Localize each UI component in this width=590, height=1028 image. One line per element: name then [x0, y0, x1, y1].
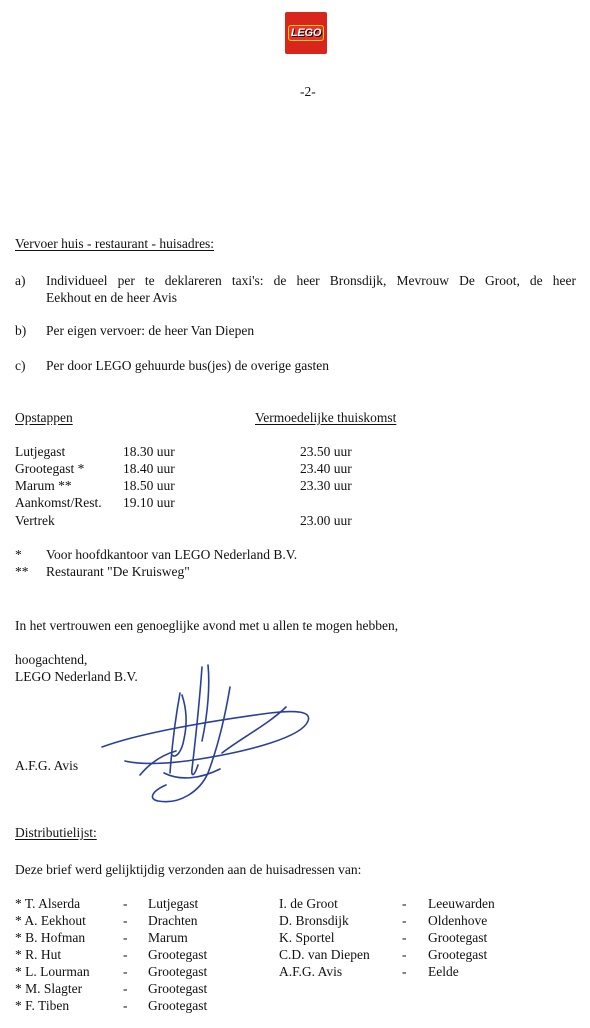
distribution-name: D. Bronsdijk — [279, 913, 349, 928]
distribution-place: Leeuwarden — [428, 896, 495, 911]
item-a-line2: Eekhout en de heer Avis — [46, 290, 177, 305]
schedule-return: 23.30 uur — [300, 478, 352, 493]
distribution-name: * A. Eekhout — [15, 913, 86, 928]
item-a-marker: a) — [15, 273, 26, 288]
footnote-mark: ** — [15, 564, 29, 579]
distribution-dash: - — [402, 930, 407, 945]
handwritten-signature — [80, 655, 340, 815]
schedule-place: Lutjegast — [15, 444, 66, 459]
distribution-place: Grootegast — [148, 981, 208, 996]
page-number: -2- — [300, 84, 316, 99]
distribution-place: Grootegast — [428, 930, 488, 945]
distribution-place: Drachten — [148, 913, 198, 928]
distribution-dash: - — [402, 913, 407, 928]
footnote-mark: * — [15, 547, 22, 562]
distribution-dash: - — [402, 896, 407, 911]
distribution-name: C.D. van Diepen — [279, 947, 370, 962]
schedule-return: 23.50 uur — [300, 444, 352, 459]
schedule-depart: 18.30 uur — [123, 444, 175, 459]
distribution-heading: Distributielijst: — [15, 825, 97, 840]
distribution-name: I. de Groot — [279, 896, 338, 911]
schedule-header-boarding: Opstappen — [15, 410, 73, 425]
distribution-dash: - — [402, 947, 407, 962]
distribution-place: Marum — [148, 930, 188, 945]
distribution-name: * F. Tiben — [15, 998, 70, 1013]
distribution-name: * L. Lourman — [15, 964, 90, 979]
distribution-name: * T. Alserda — [15, 896, 81, 911]
distribution-name: * R. Hut — [15, 947, 62, 962]
item-a-line1: Individueel per te deklareren taxi's: de heer Bronsdijk, Mevrouw De Groot, de heer — [46, 273, 576, 288]
closing-sentence: In het vertrouwen een genoeglijke avond met u allen te mogen hebben, — [15, 618, 399, 633]
schedule-depart: 18.50 uur — [123, 478, 175, 493]
closing-company: LEGO Nederland B.V. — [15, 669, 138, 684]
distribution-name: K. Sportel — [279, 930, 335, 945]
item-b-text: Per eigen vervoer: de heer Van Diepen — [46, 323, 255, 338]
distribution-place: Grootegast — [148, 964, 208, 979]
item-c-text: Per door LEGO gehuurde bus(jes) de overige gasten — [46, 358, 330, 373]
distribution-dash: - — [402, 964, 407, 979]
footnote-text: Voor hoofdkantoor van LEGO Nederland B.V. — [46, 547, 298, 562]
schedule-header-return: Vermoedelijke thuiskomst — [255, 410, 397, 425]
distribution-dash: - — [123, 981, 128, 996]
schedule-return: 23.40 uur — [300, 461, 352, 476]
distribution-name: * B. Hofman — [15, 930, 86, 945]
schedule-return: 23.00 uur — [300, 513, 352, 528]
distribution-place: Grootegast — [428, 947, 488, 962]
distribution-intro: Deze brief werd gelijktijdig verzonden aan de huisadressen van: — [15, 862, 362, 877]
item-b-marker: b) — [15, 323, 27, 338]
distribution-dash: - — [123, 964, 128, 979]
schedule-place: Vertrek — [15, 513, 55, 528]
distribution-name: A.F.G. Avis — [279, 964, 343, 979]
distribution-dash: - — [123, 913, 128, 928]
schedule-place: Grootegast * — [15, 461, 85, 476]
schedule-place: Marum ** — [15, 478, 72, 493]
closing-greeting: hoogachtend, — [15, 652, 88, 667]
distribution-place: Eelde — [428, 964, 459, 979]
distribution-dash: - — [123, 998, 128, 1013]
distribution-dash: - — [123, 896, 128, 911]
distribution-dash: - — [123, 930, 128, 945]
lego-logo — [285, 12, 327, 54]
schedule-depart: 18.40 uur — [123, 461, 175, 476]
distribution-place: Grootegast — [148, 947, 208, 962]
signer-name: A.F.G. Avis — [15, 758, 79, 773]
transport-heading: Vervoer huis - restaurant - huisadres: — [15, 236, 215, 251]
item-c-marker: c) — [15, 358, 26, 373]
schedule-depart: 19.10 uur — [123, 495, 175, 510]
distribution-place: Grootegast — [148, 998, 208, 1013]
distribution-name: * M. Slagter — [15, 981, 83, 996]
logo-text: LEGO — [288, 25, 324, 41]
distribution-dash: - — [123, 947, 128, 962]
distribution-place: Lutjegast — [148, 896, 199, 911]
footnote-text: Restaurant "De Kruisweg" — [46, 564, 190, 579]
schedule-place: Aankomst/Rest. — [15, 495, 102, 510]
distribution-place: Oldenhove — [428, 913, 488, 928]
